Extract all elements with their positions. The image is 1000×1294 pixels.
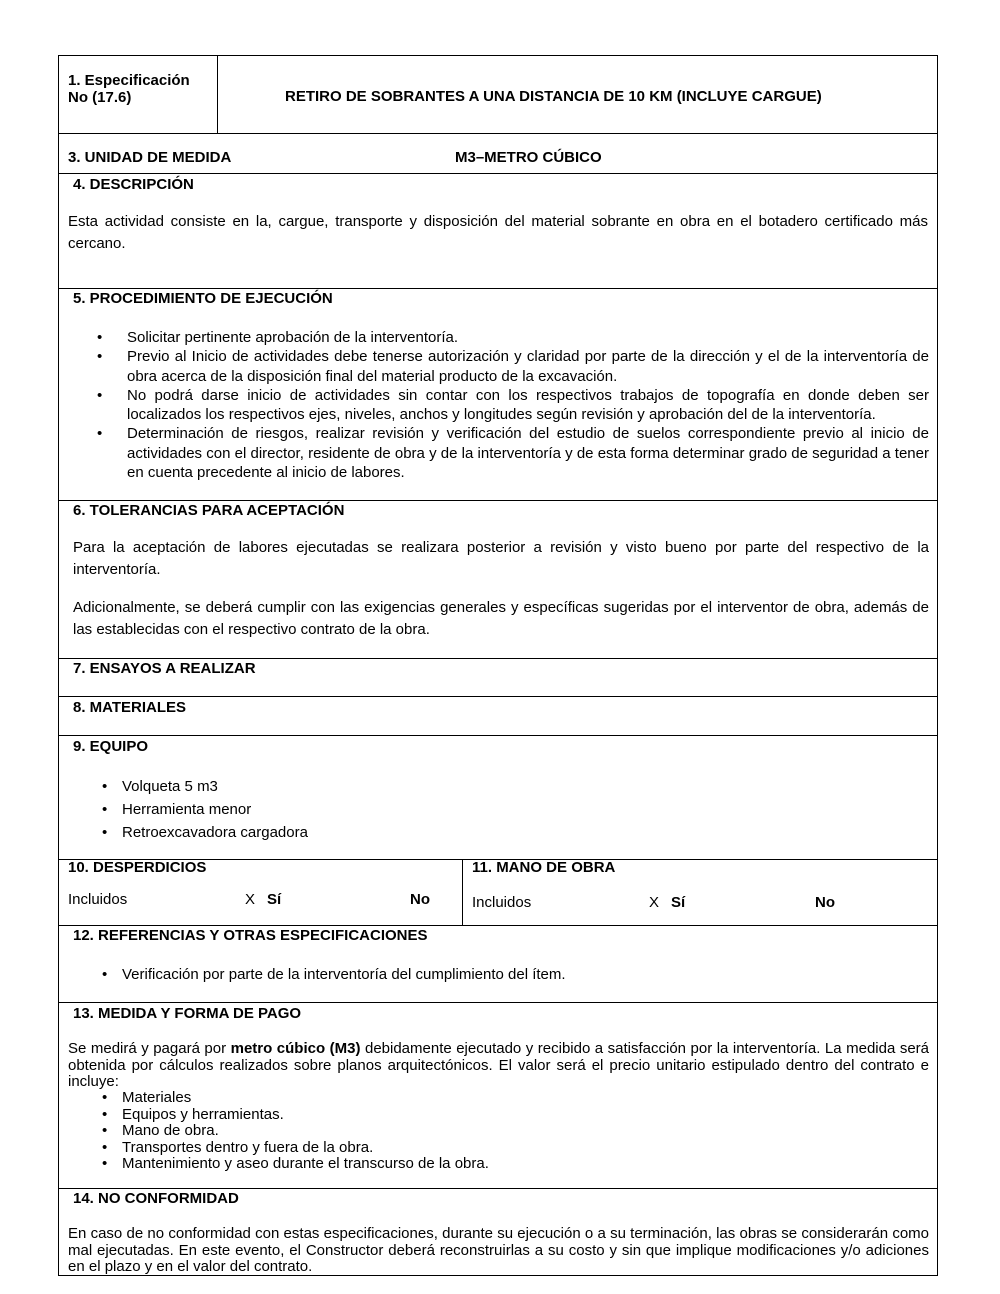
unit-value: M3–METRO CÚBICO <box>455 149 602 166</box>
specification-sheet <box>58 55 938 1276</box>
payment-unit: metro cúbico (M3) <box>230 1040 361 1057</box>
divider <box>59 1188 937 1189</box>
list-item: • No podrá darse inicio de actividades sin contar con los respectivos trabajos de topografía en donde deben ser localizados los respectivos ejes, niveles, anchos y longitudes según revisión y aprobación del de la interventoría. <box>59 386 929 425</box>
spec-label-line1: 1. Especificación <box>68 72 190 89</box>
nonconformity-heading: 14. NO CONFORMIDAD <box>73 1190 239 1207</box>
nonconformity-text: En caso de no conformidad con estas especificaciones, durante su ejecución o a su terminación, las obras se considerarán como mal ejecutadas. En este evento, el Constructor deberá reconstruirlas a su costo y sin que implique modificaciones y/o adiciones en el plazo y en el valor del contrato. <box>68 1225 929 1275</box>
labor-yes-label: Sí <box>671 894 686 911</box>
divider <box>59 696 937 697</box>
waste-mark: X <box>245 891 256 908</box>
divider <box>59 735 937 736</box>
procedure-list <box>59 328 929 482</box>
description-text: Esta actividad consiste en la, cargue, transporte y disposición del material sobrante en obra en el botadero certificado más cercano. <box>68 213 928 252</box>
tolerances-heading: 6. TOLERANCIAS PARA ACEPTACIÓN <box>73 502 345 519</box>
payment-heading: 13. MEDIDA Y FORMA DE PAGO <box>73 1005 302 1022</box>
list-item: • Volqueta 5 m3 <box>64 775 924 798</box>
payment-text <box>68 1041 929 1091</box>
labor-heading: 11. MANO DE OBRA <box>472 859 616 876</box>
payment-text-body: debidamente ejecutado y recibido a satisfacción por la interventoría. La medida será obtenida por cálculos realizados sobre planos arquitectónicos. El valor será el precio unitario estipulado dentro del contrato e incluye: <box>68 1040 930 1090</box>
equipment-heading: 9. EQUIPO <box>73 738 149 755</box>
tolerances-paragraph-1: Para la aceptación de labores ejecutadas se realizara posterior a revisión y visto bueno por parte del respectivo de la interventoría. <box>73 539 929 578</box>
spec-number-label <box>68 72 190 106</box>
tolerances-paragraph-2: Adicionalmente, se deberá cumplir con las exigencias generales y específicas sugeridas por el interventor de obra, además de las establecidas con el respectivo contrato de la obra. <box>73 599 929 638</box>
divider <box>59 133 937 134</box>
spec-label-line2: No (17.6) <box>68 89 132 106</box>
list-item: • Retroexcavadora cargadora <box>64 821 924 844</box>
list-item: • Equipos y herramientas. <box>64 1107 924 1124</box>
waste-included-label: Incluidos <box>68 891 128 908</box>
list-item: • Mantenimiento y aseo durante el transcurso de la obra. <box>64 1156 924 1173</box>
unit-label: 3. UNIDAD DE MEDIDA <box>68 149 232 166</box>
list-item: • Solicitar pertinente aprobación de la interventoría. <box>59 328 929 347</box>
labor-included-label: Incluidos <box>472 894 532 911</box>
spec-title: RETIRO DE SOBRANTES A UNA DISTANCIA DE 10 KM (INCLUYE CARGUE) <box>285 88 822 105</box>
labor-mark: X <box>649 894 660 911</box>
list-item: • Mano de obra. <box>64 1123 924 1140</box>
waste-no-label: No <box>410 891 430 908</box>
waste-labor-divider <box>462 859 463 925</box>
labor-no-label: No <box>815 894 835 911</box>
divider <box>59 288 937 289</box>
divider <box>59 925 937 926</box>
list-item: • Materiales <box>64 1090 924 1107</box>
divider <box>59 658 937 659</box>
divider <box>59 173 937 174</box>
divider <box>59 1002 937 1003</box>
equipment-list <box>64 775 924 844</box>
divider <box>59 500 937 501</box>
references-heading: 12. REFERENCIAS Y OTRAS ESPECIFICACIONES <box>73 927 428 944</box>
description-heading: 4. DESCRIPCIÓN <box>73 176 194 193</box>
list-item: • Transportes dentro y fuera de la obra. <box>64 1140 924 1157</box>
header-divider <box>217 56 218 133</box>
list-item: • Previo al Inicio de actividades debe tenerse autorización y claridad por parte de la dirección y el de la interventoría de obra acerca de la disposición final del material producto de la excavación. <box>59 347 929 386</box>
procedure-heading: 5. PROCEDIMIENTO DE EJECUCIÓN <box>73 290 333 307</box>
tests-heading: 7. ENSAYOS A REALIZAR <box>73 660 256 677</box>
materials-heading: 8. MATERIALES <box>73 699 187 716</box>
list-item: • Determinación de riesgos, realizar revisión y verificación del estudio de suelos correspondiente previo al inicio de actividades con el director, residente de obra y de la interventoría y de esta forma determinar grado de seguridad a tener en cuenta precedente al inicio de labores. <box>59 424 929 482</box>
payment-text-intro: Se medirá y pagará por <box>68 1040 231 1057</box>
list-item: • Verificación por parte de la interventoría del cumplimiento del ítem. <box>64 965 924 985</box>
list-item: • Herramienta menor <box>64 798 924 821</box>
waste-yes-label: Sí <box>267 891 282 908</box>
references-list <box>64 965 924 985</box>
payment-list <box>64 1090 924 1173</box>
waste-heading: 10. DESPERDICIOS <box>68 859 207 876</box>
